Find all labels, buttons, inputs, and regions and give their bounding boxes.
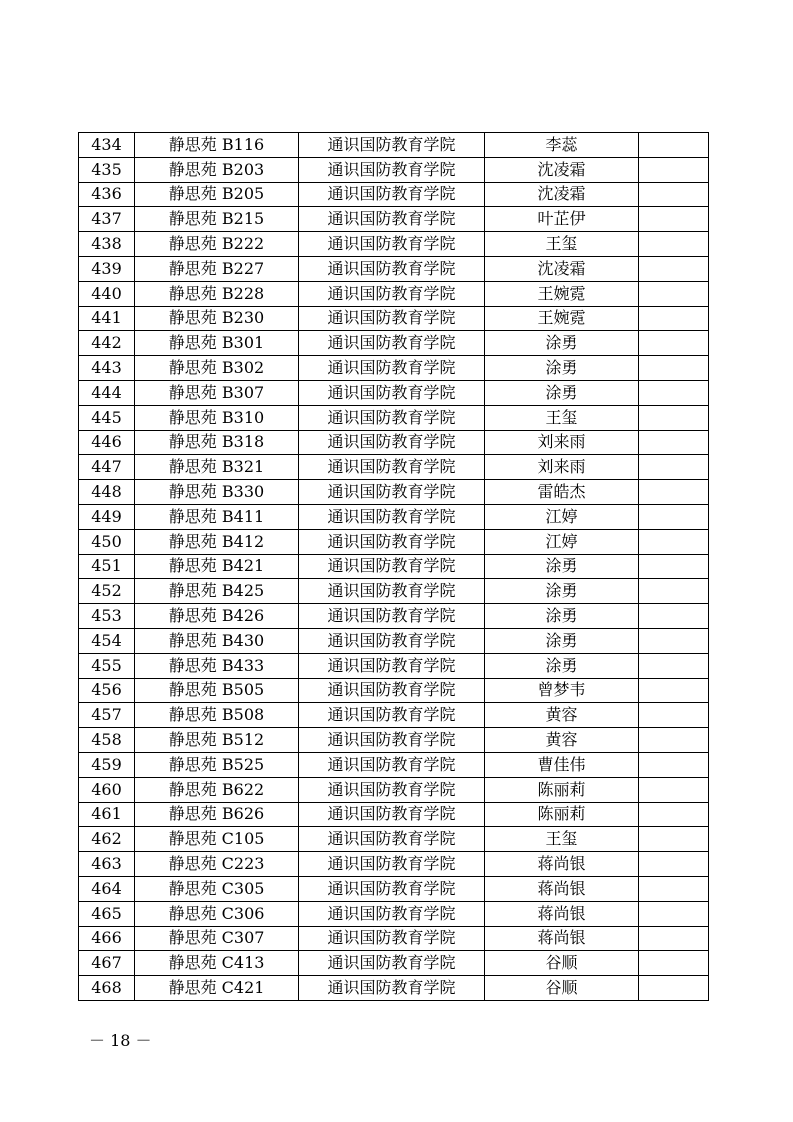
room-cell: 静思苑 B228 (135, 281, 299, 306)
name-cell: 雷皓杰 (485, 480, 639, 505)
row-index-cell: 457 (79, 703, 135, 728)
room-cell: 静思苑 B622 (135, 777, 299, 802)
college-cell: 通识国防教育学院 (299, 306, 485, 331)
name-cell: 陈丽莉 (485, 802, 639, 827)
table-row (79, 207, 709, 232)
college-cell: 通识国防教育学院 (299, 579, 485, 604)
room-cell: 静思苑 B433 (135, 653, 299, 678)
row-index-cell: 441 (79, 306, 135, 331)
remark-cell (639, 777, 709, 802)
table-row (79, 256, 709, 281)
name-cell: 涂勇 (485, 356, 639, 381)
row-index-cell: 450 (79, 529, 135, 554)
room-cell: 静思苑 C223 (135, 852, 299, 877)
remark-cell (639, 356, 709, 381)
college-cell: 通识国防教育学院 (299, 827, 485, 852)
remark-cell (639, 232, 709, 257)
table-row (79, 455, 709, 480)
room-cell: 静思苑 B505 (135, 678, 299, 703)
row-index-cell: 451 (79, 554, 135, 579)
table-row (79, 306, 709, 331)
room-cell: 静思苑 B425 (135, 579, 299, 604)
remark-cell (639, 852, 709, 877)
table-row (79, 976, 709, 1001)
remark-cell (639, 604, 709, 629)
name-cell: 涂勇 (485, 653, 639, 678)
row-index-cell: 464 (79, 876, 135, 901)
college-cell: 通识国防教育学院 (299, 256, 485, 281)
college-cell: 通识国防教育学院 (299, 529, 485, 554)
room-cell: 静思苑 C413 (135, 951, 299, 976)
remark-cell (639, 504, 709, 529)
remark-cell (639, 529, 709, 554)
college-cell: 通识国防教育学院 (299, 901, 485, 926)
table-row (79, 504, 709, 529)
table-row (79, 827, 709, 852)
table-row (79, 480, 709, 505)
college-cell: 通识国防教育学院 (299, 777, 485, 802)
row-index-cell: 454 (79, 628, 135, 653)
remark-cell (639, 678, 709, 703)
name-cell: 涂勇 (485, 331, 639, 356)
table-row (79, 380, 709, 405)
name-cell: 王婉霓 (485, 281, 639, 306)
name-cell: 谷顺 (485, 951, 639, 976)
table-row (79, 157, 709, 182)
table-row (79, 628, 709, 653)
name-cell: 蒋尚银 (485, 852, 639, 877)
table-row (79, 703, 709, 728)
room-cell: 静思苑 B301 (135, 331, 299, 356)
name-cell: 蒋尚银 (485, 876, 639, 901)
name-cell: 曾梦韦 (485, 678, 639, 703)
row-index-cell: 439 (79, 256, 135, 281)
room-cell: 静思苑 B302 (135, 356, 299, 381)
college-cell: 通识国防教育学院 (299, 504, 485, 529)
remark-cell (639, 405, 709, 430)
college-cell: 通识国防教育学院 (299, 852, 485, 877)
table-row (79, 182, 709, 207)
table-row (79, 876, 709, 901)
college-cell: 通识国防教育学院 (299, 430, 485, 455)
college-cell: 通识国防教育学院 (299, 480, 485, 505)
college-cell: 通识国防教育学院 (299, 703, 485, 728)
remark-cell (639, 207, 709, 232)
remark-cell (639, 157, 709, 182)
remark-cell (639, 281, 709, 306)
name-cell: 涂勇 (485, 628, 639, 653)
name-cell: 涂勇 (485, 380, 639, 405)
name-cell: 沈凌霜 (485, 256, 639, 281)
college-cell: 通识国防教育学院 (299, 455, 485, 480)
room-cell: 静思苑 B230 (135, 306, 299, 331)
dormitory-table (78, 132, 709, 1001)
name-cell: 谷顺 (485, 976, 639, 1001)
college-cell: 通识国防教育学院 (299, 976, 485, 1001)
room-cell: 静思苑 B227 (135, 256, 299, 281)
college-cell: 通识国防教育学院 (299, 653, 485, 678)
name-cell: 叶芷伊 (485, 207, 639, 232)
room-cell: 静思苑 C421 (135, 976, 299, 1001)
row-index-cell: 445 (79, 405, 135, 430)
room-cell: 静思苑 B222 (135, 232, 299, 257)
table-row (79, 802, 709, 827)
remark-cell (639, 182, 709, 207)
name-cell: 刘来雨 (485, 455, 639, 480)
college-cell: 通识国防教育学院 (299, 628, 485, 653)
remark-cell (639, 628, 709, 653)
name-cell: 沈凌霜 (485, 182, 639, 207)
name-cell: 涂勇 (485, 554, 639, 579)
row-index-cell: 458 (79, 728, 135, 753)
college-cell: 通识国防教育学院 (299, 604, 485, 629)
name-cell: 王婉霓 (485, 306, 639, 331)
room-cell: 静思苑 C105 (135, 827, 299, 852)
college-cell: 通识国防教育学院 (299, 678, 485, 703)
college-cell: 通识国防教育学院 (299, 926, 485, 951)
remark-cell (639, 752, 709, 777)
college-cell: 通识国防教育学院 (299, 380, 485, 405)
room-cell: 静思苑 B426 (135, 604, 299, 629)
room-cell: 静思苑 B421 (135, 554, 299, 579)
row-index-cell: 440 (79, 281, 135, 306)
row-index-cell: 443 (79, 356, 135, 381)
name-cell: 蒋尚银 (485, 926, 639, 951)
remark-cell (639, 802, 709, 827)
remark-cell (639, 306, 709, 331)
remark-cell (639, 380, 709, 405)
page-number: － 18 － (89, 1031, 152, 1050)
college-cell: 通识国防教育学院 (299, 554, 485, 579)
name-cell: 曹佳伟 (485, 752, 639, 777)
table-row (79, 430, 709, 455)
row-index-cell: 455 (79, 653, 135, 678)
college-cell: 通识国防教育学院 (299, 207, 485, 232)
room-cell: 静思苑 B412 (135, 529, 299, 554)
table-row (79, 133, 709, 158)
room-cell: 静思苑 B626 (135, 802, 299, 827)
name-cell: 江婷 (485, 529, 639, 554)
college-cell: 通识国防教育学院 (299, 281, 485, 306)
row-index-cell: 465 (79, 901, 135, 926)
row-index-cell: 434 (79, 133, 135, 158)
row-index-cell: 461 (79, 802, 135, 827)
remark-cell (639, 331, 709, 356)
table-row (79, 356, 709, 381)
row-index-cell: 446 (79, 430, 135, 455)
table-row (79, 951, 709, 976)
table-row (79, 852, 709, 877)
table-row (79, 331, 709, 356)
room-cell: 静思苑 B215 (135, 207, 299, 232)
college-cell: 通识国防教育学院 (299, 182, 485, 207)
row-index-cell: 452 (79, 579, 135, 604)
remark-cell (639, 951, 709, 976)
table-row (79, 281, 709, 306)
college-cell: 通识国防教育学院 (299, 802, 485, 827)
table-row (79, 901, 709, 926)
name-cell: 王玺 (485, 405, 639, 430)
name-cell: 沈凌霜 (485, 157, 639, 182)
name-cell: 涂勇 (485, 604, 639, 629)
room-cell: 静思苑 B430 (135, 628, 299, 653)
row-index-cell: 444 (79, 380, 135, 405)
row-index-cell: 448 (79, 480, 135, 505)
room-cell: 静思苑 B330 (135, 480, 299, 505)
row-index-cell: 437 (79, 207, 135, 232)
row-index-cell: 462 (79, 827, 135, 852)
row-index-cell: 438 (79, 232, 135, 257)
table-row (79, 777, 709, 802)
row-index-cell: 460 (79, 777, 135, 802)
row-index-cell: 459 (79, 752, 135, 777)
college-cell: 通识国防教育学院 (299, 876, 485, 901)
row-index-cell: 447 (79, 455, 135, 480)
room-cell: 静思苑 B307 (135, 380, 299, 405)
room-cell: 静思苑 B318 (135, 430, 299, 455)
name-cell: 蒋尚银 (485, 901, 639, 926)
college-cell: 通识国防教育学院 (299, 331, 485, 356)
remark-cell (639, 901, 709, 926)
remark-cell (639, 976, 709, 1001)
remark-cell (639, 579, 709, 604)
table-row (79, 752, 709, 777)
college-cell: 通识国防教育学院 (299, 728, 485, 753)
remark-cell (639, 256, 709, 281)
row-index-cell: 467 (79, 951, 135, 976)
row-index-cell: 456 (79, 678, 135, 703)
row-index-cell: 453 (79, 604, 135, 629)
table-body (79, 133, 709, 1001)
name-cell: 涂勇 (485, 579, 639, 604)
row-index-cell: 466 (79, 926, 135, 951)
name-cell: 黄容 (485, 703, 639, 728)
remark-cell (639, 703, 709, 728)
table-row (79, 678, 709, 703)
college-cell: 通识国防教育学院 (299, 157, 485, 182)
remark-cell (639, 926, 709, 951)
name-cell: 王玺 (485, 827, 639, 852)
row-index-cell: 449 (79, 504, 135, 529)
name-cell: 李蕊 (485, 133, 639, 158)
room-cell: 静思苑 C306 (135, 901, 299, 926)
remark-cell (639, 728, 709, 753)
college-cell: 通识国防教育学院 (299, 951, 485, 976)
table-row (79, 529, 709, 554)
room-cell: 静思苑 B525 (135, 752, 299, 777)
room-cell: 静思苑 B411 (135, 504, 299, 529)
room-cell: 静思苑 B310 (135, 405, 299, 430)
room-cell: 静思苑 C307 (135, 926, 299, 951)
name-cell: 黄容 (485, 728, 639, 753)
table-row (79, 604, 709, 629)
remark-cell (639, 430, 709, 455)
college-cell: 通识国防教育学院 (299, 232, 485, 257)
row-index-cell: 468 (79, 976, 135, 1001)
row-index-cell: 436 (79, 182, 135, 207)
name-cell: 刘来雨 (485, 430, 639, 455)
room-cell: 静思苑 B512 (135, 728, 299, 753)
remark-cell (639, 876, 709, 901)
college-cell: 通识国防教育学院 (299, 405, 485, 430)
college-cell: 通识国防教育学院 (299, 356, 485, 381)
room-cell: 静思苑 B508 (135, 703, 299, 728)
row-index-cell: 463 (79, 852, 135, 877)
remark-cell (639, 827, 709, 852)
row-index-cell: 435 (79, 157, 135, 182)
name-cell: 王玺 (485, 232, 639, 257)
room-cell: 静思苑 B203 (135, 157, 299, 182)
table-row (79, 653, 709, 678)
table-row (79, 554, 709, 579)
remark-cell (639, 455, 709, 480)
name-cell: 江婷 (485, 504, 639, 529)
table-row (79, 728, 709, 753)
room-cell: 静思苑 B321 (135, 455, 299, 480)
room-cell: 静思苑 B116 (135, 133, 299, 158)
table-row (79, 232, 709, 257)
college-cell: 通识国防教育学院 (299, 133, 485, 158)
table-row (79, 579, 709, 604)
remark-cell (639, 133, 709, 158)
college-cell: 通识国防教育学院 (299, 752, 485, 777)
room-cell: 静思苑 B205 (135, 182, 299, 207)
room-cell: 静思苑 C305 (135, 876, 299, 901)
remark-cell (639, 653, 709, 678)
name-cell: 陈丽莉 (485, 777, 639, 802)
table-row (79, 926, 709, 951)
row-index-cell: 442 (79, 331, 135, 356)
table-row (79, 405, 709, 430)
remark-cell (639, 554, 709, 579)
remark-cell (639, 480, 709, 505)
